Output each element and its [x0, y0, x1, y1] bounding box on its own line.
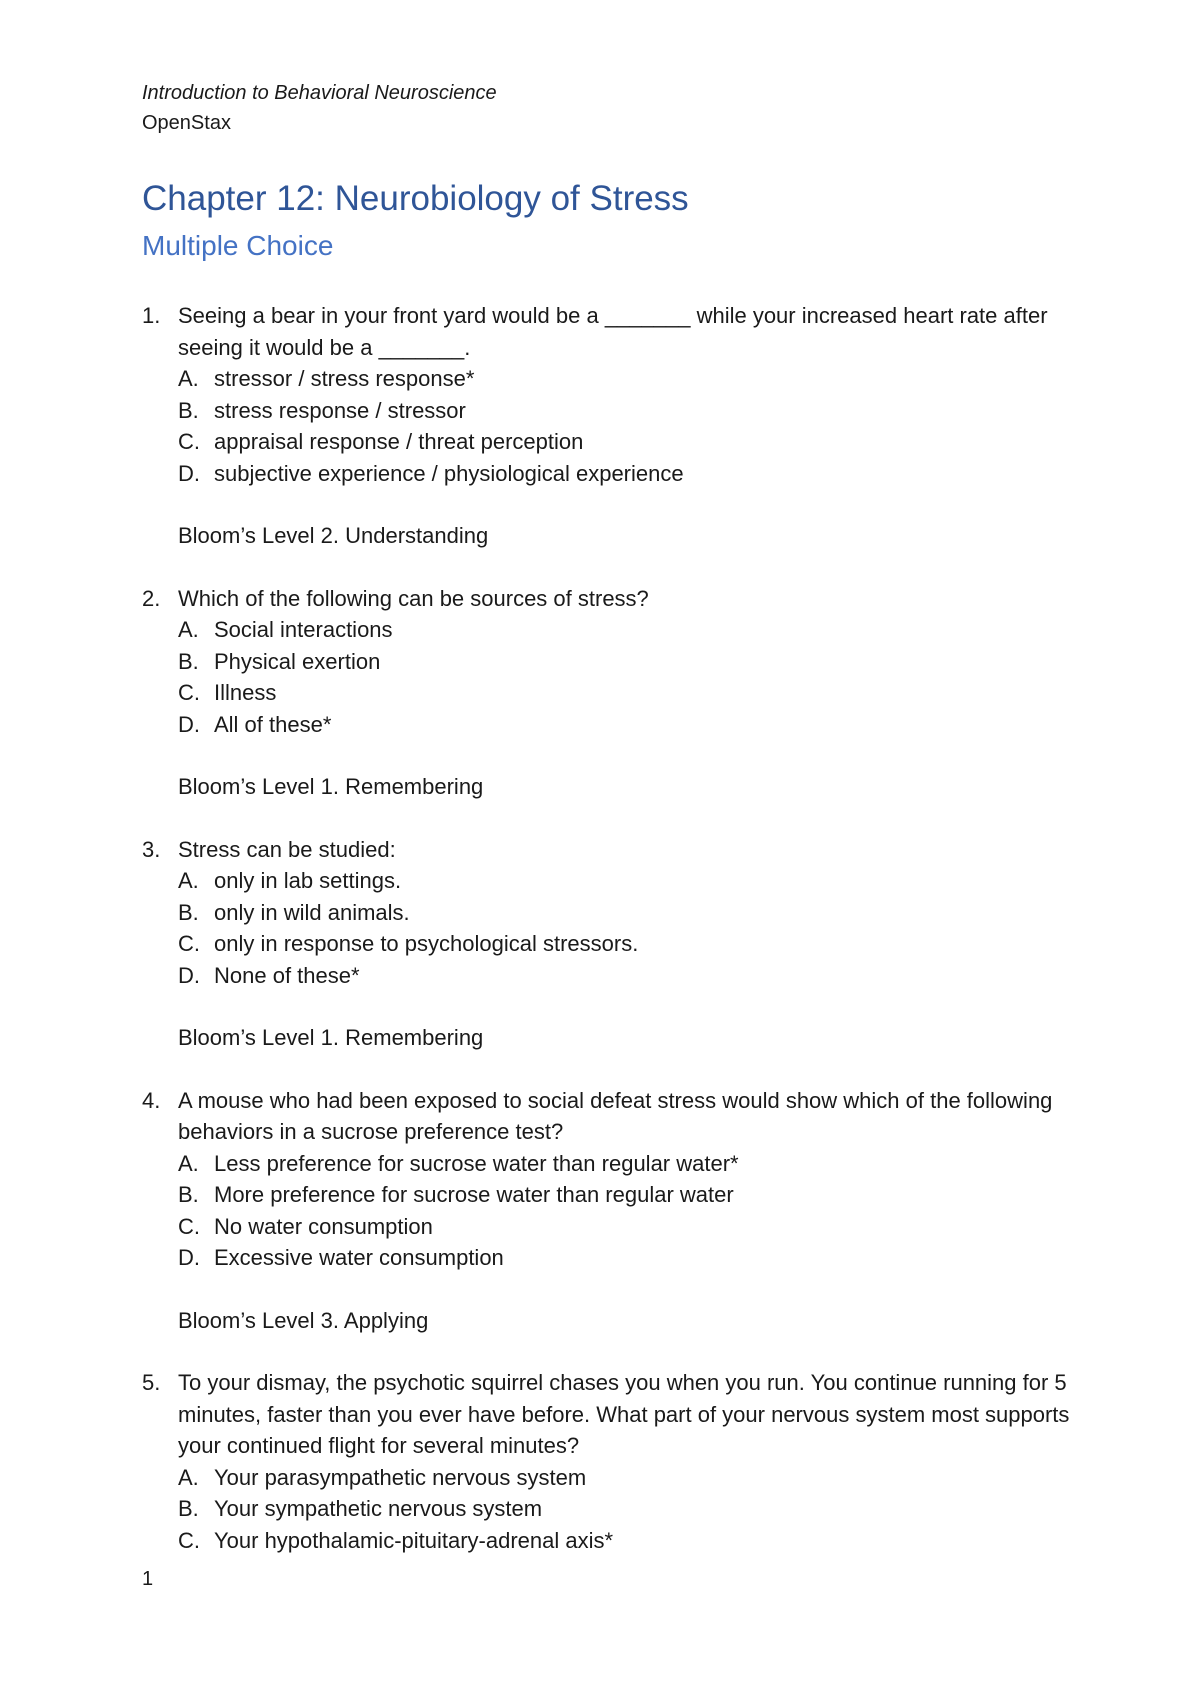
option-text: Less preference for sucrose water than regular water* — [214, 1150, 739, 1176]
option-letter: C. — [178, 429, 200, 454]
question-1 — [142, 300, 1072, 552]
option-text: Your sympathetic nervous system — [214, 1496, 543, 1521]
answer-option — [178, 426, 1072, 458]
option-text: stress response / stressor — [214, 397, 466, 423]
option-letter: B. — [178, 1182, 199, 1207]
option-text: All of these* — [214, 711, 332, 737]
question-text: Which of the following can be sources of stress? — [178, 585, 649, 611]
question-number: 2. — [142, 585, 161, 611]
question-text: A mouse who had been exposed to social defeat stress would show which of the following behaviors in a sucrose preference test? — [178, 1087, 1053, 1144]
answer-options — [178, 614, 1072, 740]
option-letter: C. — [178, 1527, 200, 1553]
option-letter: B. — [178, 397, 199, 423]
answer-options — [178, 865, 1072, 991]
option-letter: A. — [178, 1464, 199, 1490]
question-4 — [142, 1085, 1072, 1337]
page-number: 1 — [142, 1568, 154, 1590]
blooms-level: Bloom’s Level 3. Applying — [178, 1307, 429, 1333]
answer-option — [178, 865, 1072, 897]
answer-option — [178, 1179, 1072, 1211]
blooms-level: Bloom’s Level 2. Understanding — [178, 523, 489, 548]
question-text: Stress can be studied: — [178, 836, 396, 862]
question-number: 3. — [142, 836, 161, 862]
option-text: only in lab settings. — [214, 868, 402, 893]
answer-option — [178, 614, 1072, 646]
option-text: subjective experience / physiological experience — [214, 460, 684, 486]
answer-option — [178, 677, 1072, 709]
option-letter: C. — [178, 1213, 200, 1239]
answer-option — [178, 709, 1072, 741]
option-letter: B. — [178, 1496, 199, 1521]
option-text: stressor / stress response* — [214, 366, 475, 391]
question-3 — [142, 834, 1072, 1054]
section-title: Multiple Choice — [142, 230, 334, 261]
answer-options — [178, 1462, 1072, 1557]
answer-option — [178, 1148, 1072, 1180]
answer-option — [178, 1242, 1072, 1274]
publisher: OpenStax — [142, 112, 231, 134]
answer-option — [178, 363, 1072, 395]
question-number: 4. — [142, 1087, 161, 1113]
question-list — [142, 300, 1072, 1556]
book-title: Introduction to Behavioral Neuroscience — [142, 82, 497, 104]
answer-option — [178, 1211, 1072, 1243]
option-text: Social interactions — [214, 617, 393, 642]
option-text: Excessive water consumption — [214, 1245, 504, 1270]
answer-option — [178, 458, 1072, 490]
blooms-level: Bloom’s Level 1. Remembering — [178, 774, 484, 799]
answer-option — [178, 1493, 1072, 1525]
option-text: No water consumption — [214, 1213, 433, 1239]
question-number: 5. — [142, 1370, 161, 1395]
option-letter: A. — [178, 1150, 199, 1176]
question-number: 1. — [142, 303, 161, 328]
option-text: Your hypothalamic-pituitary-adrenal axis* — [214, 1527, 614, 1553]
option-text: None of these* — [214, 962, 360, 988]
option-letter: D. — [178, 460, 200, 486]
question-2 — [142, 583, 1072, 803]
question-text: To your dismay, the psychotic squirrel chases you when you run. You continue running for 5 minutes, faster than you ever have before. What part of your nervous system most supports your continued flight for several minutes? — [178, 1370, 1070, 1458]
option-text: Illness — [214, 680, 277, 705]
option-letter: A. — [178, 617, 199, 642]
option-text: only in response to psychological stressors. — [214, 931, 639, 956]
option-letter: B. — [178, 648, 199, 674]
option-letter: A. — [178, 868, 199, 893]
chapter-title: Chapter 12: Neurobiology of Stress — [142, 179, 689, 218]
option-text: Your parasympathetic nervous system — [214, 1464, 587, 1490]
question-5 — [142, 1367, 1072, 1556]
answer-option — [178, 1462, 1072, 1494]
answer-option — [178, 646, 1072, 678]
question-text: Seeing a bear in your front yard would be a _______ while your increased heart rate after seeing it would be a _______. — [178, 303, 1048, 360]
answer-option — [178, 395, 1072, 427]
answer-option — [178, 897, 1072, 929]
answer-option — [178, 928, 1072, 960]
option-text: More preference for sucrose water than regular water — [214, 1182, 734, 1207]
option-letter: B. — [178, 899, 199, 925]
option-text: only in wild animals. — [214, 899, 410, 925]
option-letter: D. — [178, 962, 200, 988]
answer-options — [178, 363, 1072, 489]
option-letter: D. — [178, 711, 200, 737]
option-letter: C. — [178, 680, 200, 705]
blooms-level: Bloom’s Level 1. Remembering — [178, 1025, 484, 1050]
answer-options — [178, 1148, 1072, 1274]
answer-option — [178, 960, 1072, 992]
option-letter: A. — [178, 366, 199, 391]
option-letter: C. — [178, 931, 200, 956]
option-letter: D. — [178, 1245, 200, 1270]
answer-option — [178, 1525, 1072, 1557]
option-text: appraisal response / threat perception — [214, 429, 584, 454]
option-text: Physical exertion — [214, 648, 381, 674]
page-header — [142, 78, 497, 138]
